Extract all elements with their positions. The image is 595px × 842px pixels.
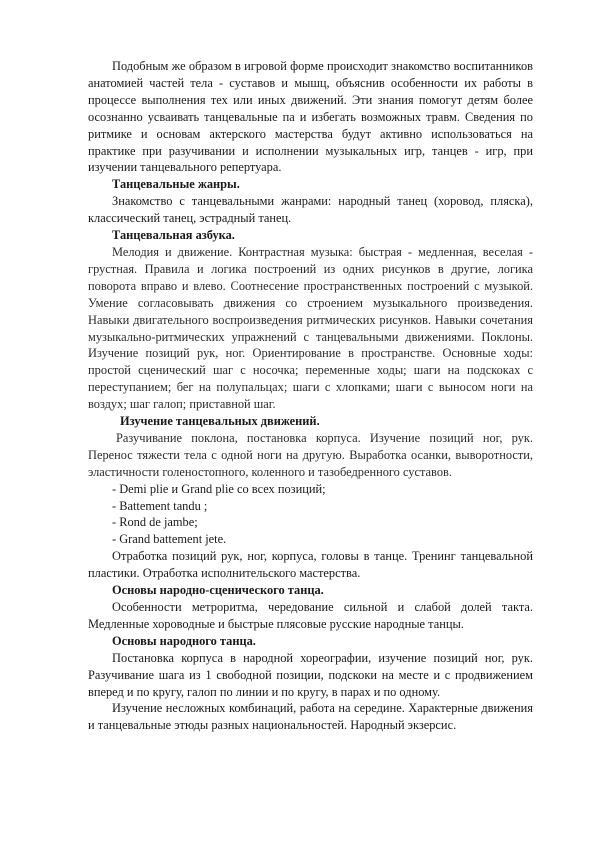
- heading-folk-stage-dance: Основы народно-сценического танца.: [112, 583, 324, 598]
- paragraph-practice: Отработка позиций рук, ног, корпуса, головы в танце. Тренинг танцевальной пластики. Отработка исполнительского мастерства.: [88, 549, 533, 581]
- paragraph-intro: Подобным же образом в игровой форме происходит знакомство воспитанников анатомией частей тела - суставов и мышц, объяснив особенности их работы в процессе выполнения тех или иных движений. Эти знания помогут детям более осознанно усваивать танцевальные па и избегать возможных травм. Сведения по ритмике и основам актерского мастерства будут активно использоваться на практике при разучивании и исполнении музыкальных игр, танцев - игр, при изучении танцевального репертуара.: [88, 59, 533, 175]
- list-item: - Demi plie и Grand plie со всех позиций;: [112, 481, 326, 496]
- paragraph-alphabet: Мелодия и движение. Контрастная музыка: быстрая - медленная, веселая - грустная. Правила и логика построений из одних рисунков в другие, логика поворота вправо и влево. Соотнесение пространственных построений с музыкой. Умение согласовывать движения со строением музыкального произведения. Навыки двигательного воспроизведения ритмических рисунков. Навыки сочетания музыкально-ритмических упражнений с танцевальными движениями. Поклоны. Изучение позиций рук, ног. Ориентирование в пространстве. Основные ходы: простой сценический шаг с носочка; переменные ходы; шаги на подскоках с переступанием; бег на полупальцах; шаги с хлопками; шаги с выносом ноги на воздух; шаг галоп; приставной шаг.: [88, 244, 533, 412]
- heading-dance-genres: Танцевальные жанры.: [112, 177, 240, 192]
- list-item: - Rond de jambe;: [112, 515, 198, 530]
- paragraph-folk-posture: Постановка корпуса в народной хореографии, изучение позиций ног, рук. Разучивание шага из 1 свободной позиции, подскоки на месте и с продвижением вперед и по кругу, галоп по линии и по кругу, в парах и по одному.: [88, 650, 533, 699]
- heading-folk-dance: Основы народного танца.: [112, 633, 256, 648]
- paragraph-genres: Знакомство с танцевальными жанрами: народный танец (хоровод, пляска), классический танец, эстрадный танец.: [88, 194, 533, 226]
- paragraph-metrorhythm: Особенности метроритма, чередование сильной и слабой долей такта. Медленные хороводные и быстрые плясовые русские народные танцы.: [88, 600, 533, 631]
- list-item: - Grand battement jete.: [112, 532, 227, 547]
- heading-dance-movements: Изучение танцевальных движений.: [120, 414, 320, 429]
- paragraph-movements: Разучивание поклона, постановка корпуса. Изучение позиций ног, рук. Перенос тяжести тела с одной ноги на другую. Выработка осанки, выворотности, эластичности голеностопного, коленного и тазобедренного суставов.: [88, 430, 533, 479]
- paragraph-folk-combinations: Изучение несложных комбинаций, работа на середине. Характерные движения и танцевальные этюды разных национальностей. Народный экзерсис.: [88, 701, 533, 733]
- list-item: - Battement tandu ;: [112, 498, 208, 513]
- heading-dance-alphabet: Танцевальная азбука.: [112, 228, 235, 243]
